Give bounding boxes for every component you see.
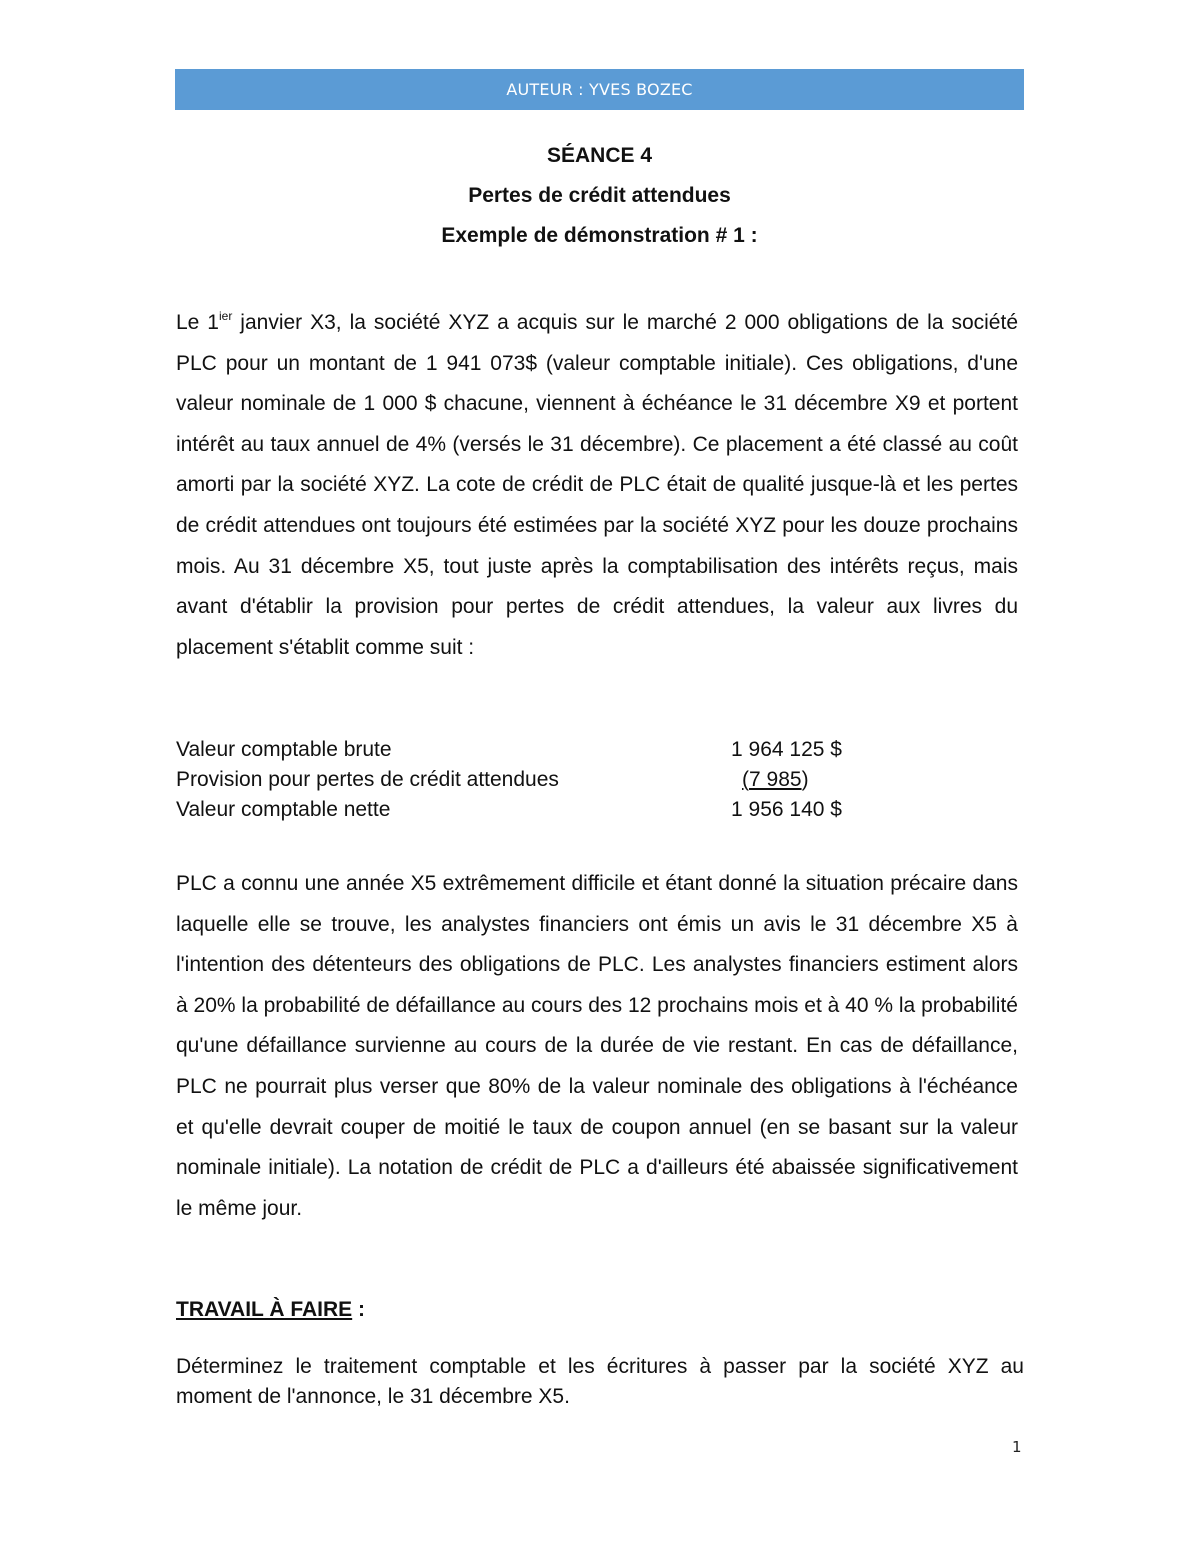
row-value [742,765,809,795]
table-row [176,765,1018,795]
ordinal-superscript: ier [219,309,233,323]
row-label: Valeur comptable brute [176,738,392,761]
row-label: Provision pour pertes de crédit attendues [176,768,559,791]
author-label: AUTEUR : YVES BOZEC [506,80,693,99]
topic-title: Pertes de crédit attendues [468,184,731,207]
intro-body: janvier X3, la société XYZ a acquis sur le marché 2 000 obligations de la société PLC pour un montant de 1 941 073$ (valeur comptable initiale). Ces obligations, d'une valeur nominale de 1 000 $ chacune, viennent à échéance le 31 décembre X9 et portent intérêt au taux annuel de 4% (versés le 31 décembre). Ce placement a été classé au coût amorti par la société XYZ. La cote de crédit de PLC était de qualité jusque-là et les pertes de crédit attendues ont toujours été estimées par la société XYZ pour les douze prochains mois. Au 31 décembre X5, tout juste après la comptabilisation des intérêts reçus, mais avant d'établir la provision pour pertes de crédit attendues, la valeur aux livres du placement s'établit comme suit : [176,311,1019,659]
row-value: 1 964 125 $ [731,738,842,761]
book-value-table [176,735,1018,825]
row-label: Valeur comptable nette [176,798,391,821]
table-row [176,735,1018,765]
task-heading [176,1298,365,1322]
intro-paragraph [176,303,1018,668]
task-heading-text: TRAVAIL À FAIRE [176,1298,353,1321]
value-open-paren: ( [742,768,749,791]
situation-paragraph: PLC a connu une année X5 extrêmement difficile et étant donné la situation précaire dans laquelle elle se trouve, les analystes financiers ont émis un avis le 31 décembre X5 à l'intention des détenteurs des obligations de PLC. Les analystes financiers estiment alors à 20% la probabilité de défaillance au cours des 12 prochains mois et à 40 % la probabilité qu'une défaillance survienne au cours de la durée de vie restant. En cas de défaillance, PLC ne pourrait plus verser que 80% de la valeur nominale des obligations à l'échéance et qu'elle devrait couper de moitié le taux de coupon annuel (en se basant sur la valeur nominale initiale). La notation de crédit de PLC a d'ailleurs été abaissée significativement le même jour. [176,872,1018,1220]
table-row [176,795,1018,825]
page-number: 1 [1012,1438,1022,1456]
value-amount: 7 985 [749,768,802,791]
author-header [175,69,1024,110]
row-value: 1 956 140 $ [731,798,842,821]
value-close-paren: ) [801,768,809,791]
task-heading-colon: : [352,1298,366,1321]
session-title: SÉANCE 4 [546,144,653,167]
example-title: Exemple de démonstration # 1 : [441,224,758,247]
title-block [175,140,1024,260]
intro-lead: Le 1 [176,311,219,334]
task-instructions: Déterminez le traitement comptable et les écritures à passer par la société XYZ au moment de l'annonce, le 31 décembre X5. [176,1355,1024,1408]
